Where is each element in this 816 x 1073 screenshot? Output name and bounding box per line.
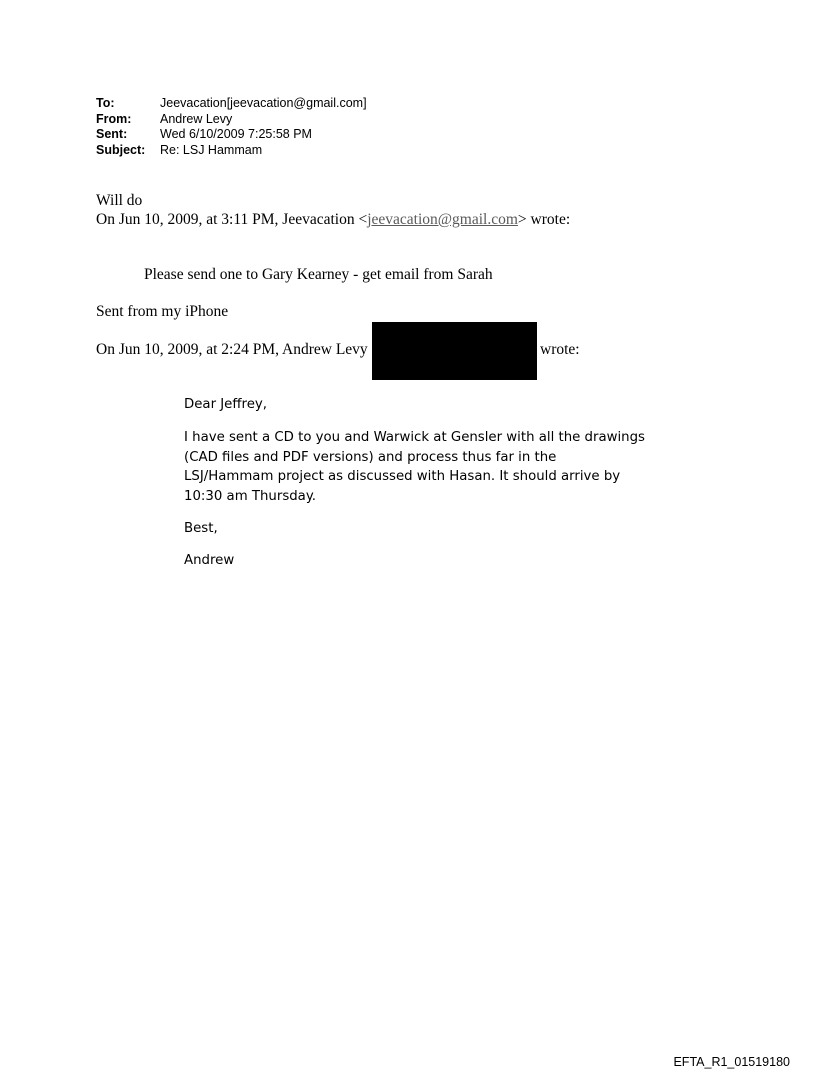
subject-value: Re: LSJ Hammam (160, 142, 263, 157)
sent-label: Sent: (96, 127, 128, 142)
quote-attribution-1-pre: On Jun 10, 2009, at 3:11 PM, Jeevacation < (96, 211, 368, 228)
iphone-signature: Sent from my iPhone (96, 303, 229, 320)
quote-attribution-2-post: wrote: (540, 341, 580, 358)
sent-value: Wed 6/10/2009 7:25:58 PM (160, 127, 312, 142)
paragraph-line: I have sent a CD to you and Warwick at Gensler with all the drawings (184, 430, 645, 445)
to-row (96, 96, 367, 112)
from-row (96, 112, 367, 128)
sent-row (96, 127, 367, 143)
from-value: Andrew Levy (160, 111, 233, 126)
paragraph-line: LSJ/Hammam project as discussed with Hasan. It should arrive by (184, 469, 621, 484)
to-value: Jeevacation[jeevacation@gmail.com] (160, 96, 367, 110)
redaction-box (372, 322, 537, 380)
to-label: To: (96, 96, 115, 110)
quote-attribution-1-post: > wrote: (517, 211, 571, 228)
paragraph-line: (CAD files and PDF versions) and process thus far in the (184, 449, 557, 465)
quote-attribution-1 (96, 211, 570, 229)
document-id: EFTA_R1_01519180 (673, 1055, 790, 1069)
reply-text: Will do (96, 192, 143, 209)
subject-row (96, 143, 367, 159)
signature-name: Andrew (184, 553, 235, 568)
quote-attribution-2-pre: On Jun 10, 2009, at 2:24 PM, Andrew Levy (96, 341, 368, 358)
subject-label: Subject: (96, 142, 146, 157)
from-label: From: (96, 111, 132, 126)
closing: Best, (184, 521, 218, 536)
paragraph-line: 10:30 am Thursday. (184, 488, 317, 504)
greeting: Dear Jeffrey, (184, 397, 267, 412)
message-paragraph (184, 428, 654, 506)
email-header (96, 96, 367, 158)
email-link[interactable]: jeevacation@gmail.com (367, 211, 518, 228)
quoted-message-1: Please send one to Gary Kearney - get email from Sarah (144, 266, 493, 283)
